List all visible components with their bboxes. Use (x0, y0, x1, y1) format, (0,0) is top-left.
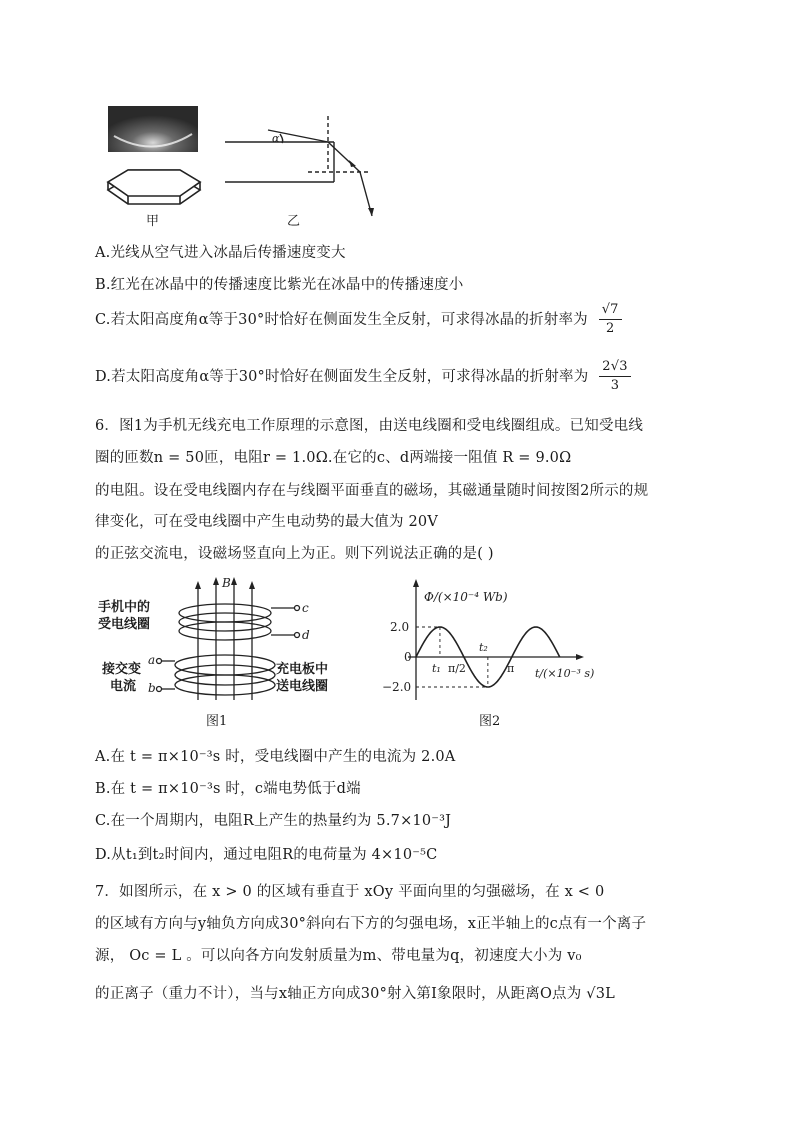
q7-line-1: 7．如图所示，在 x > 0 的区域有垂直于 xOy 平面向里的匀强磁场，在 x < 0 (95, 884, 605, 900)
y-tick-2.0: 2.0 (390, 620, 410, 634)
q6-option-d: D.从t₁到t₂时间内，通过电阻R的电荷量为 4×10⁻⁵C (95, 847, 438, 863)
q7-line-4: 的正离子（重力不计），当与x轴正方向成30°射入第Ⅰ象限时，从距离O点为 √3L (95, 986, 615, 1002)
label-yi: 乙 (287, 214, 301, 229)
receiver-label-line-2: 受电线圈 (98, 617, 151, 632)
x-axis-label: t/(×10⁻³ s) (535, 667, 595, 680)
alpha-label: α (272, 132, 280, 145)
q6-option-c: C.在一个周期内，电阻R上产生的热量约为 5.7×10⁻³J (95, 813, 452, 829)
figure-1-coils (98, 575, 358, 735)
terminal-b: b (148, 681, 156, 695)
fraction-denominator: 3 (610, 378, 620, 394)
label-jia: 甲 (146, 214, 160, 229)
fraction-numerator: 2√3 (599, 360, 630, 377)
transmitter-coil-label (276, 661, 328, 695)
q6-line-5: 的正弦交流电，设磁场竖直向上为正。则下列说法正确的是( ) (95, 546, 494, 562)
terminal-a: a (148, 653, 156, 667)
ac-label-line-2: 电流 (110, 679, 137, 694)
ray-diagram (225, 116, 372, 216)
q6-line-1: 6．图1为手机无线充电工作原理的示意图，由送电线圈和受电线圈组成。已知受电线 (95, 418, 644, 434)
terminal-c: c (302, 601, 309, 615)
figure-2-flux-chart (378, 575, 628, 735)
x-tick-t2: t₂ (479, 641, 488, 654)
receiver-label-line-1: 手机中的 (98, 600, 151, 615)
q6-option-a: A.在 t = π×10⁻³s 时，受电线圈中产生的电流为 2.0A (95, 749, 456, 765)
terminal-d: d (302, 628, 310, 642)
fraction-2sqrt3-over-3 (599, 360, 630, 394)
ice-crystal-diagram (100, 100, 400, 230)
hexagon-prism (108, 170, 200, 204)
q7-line-2: 的区域有方向与y轴负方向成30°斜向右下方的匀强电场，x正半轴上的c点有一个离子 (95, 916, 647, 932)
fraction-sqrt7-over-2 (599, 303, 622, 337)
figure-1-caption: 图1 (206, 714, 228, 729)
ac-label-line-1: 接交变 (102, 662, 142, 677)
ac-source-label (102, 661, 141, 695)
x-tick-t1: t₁ (432, 662, 441, 675)
q5-option-d-text: D.若太阳高度角α等于30°时恰好在侧面发生全反射，可求得冰晶的折射率为 (95, 368, 589, 385)
ice-crystal-figure (100, 100, 400, 230)
receiver-coil-label (98, 599, 150, 633)
figure-2-caption: 图2 (479, 714, 501, 729)
q5-option-d (95, 360, 631, 394)
fraction-numerator: √7 (599, 303, 622, 320)
q5-option-c (95, 303, 622, 337)
q6-option-b: B.在 t = π×10⁻³s 时，c端电势低于d端 (95, 781, 361, 797)
q6-line-4: 律变化，可在受电线圈中产生电动势的最大值为 20V (95, 514, 439, 530)
x-tick-pi-over-2: π/2 (448, 662, 466, 675)
field-label-b: B (222, 576, 231, 590)
q5-option-c-text: C.若太阳高度角α等于30°时恰好在侧面发生全反射，可求得冰晶的折射率为 (95, 311, 588, 328)
q6-line-2: 圈的匝数n = 50匝，电阻r = 1.0Ω.在它的c、d两端接一阻值 R = 9.0Ω (95, 450, 572, 466)
fraction-denominator: 2 (605, 321, 615, 337)
flux-chart-svg (378, 575, 628, 705)
transmitter-label-line-2: 送电线圈 (276, 679, 329, 694)
y-tick-neg2.0: −2.0 (382, 680, 412, 694)
q6-line-3: 的电阻。设在受电线圈内存在与线圈平面垂直的磁场，其磁通量随时间按图2所示的规 (95, 483, 649, 499)
x-tick-pi: π (507, 662, 515, 675)
halo-photo (108, 106, 198, 152)
q7-line-3: 源， Oc = L 。可以向各方向发射质量为m、带电量为q，初速度大小为 v₀ (95, 948, 582, 964)
y-tick-0: 0 (404, 650, 412, 664)
q5-option-b: B.红光在冰晶中的传播速度比紫光在冰晶中的传播速度小 (95, 277, 464, 293)
transmitter-label-line-1: 充电板中 (276, 662, 329, 677)
q5-option-a: A.光线从空气进入冰晶后传播速度变大 (95, 245, 346, 261)
y-axis-label: Φ/(×10⁻⁴ Wb) (424, 590, 508, 604)
